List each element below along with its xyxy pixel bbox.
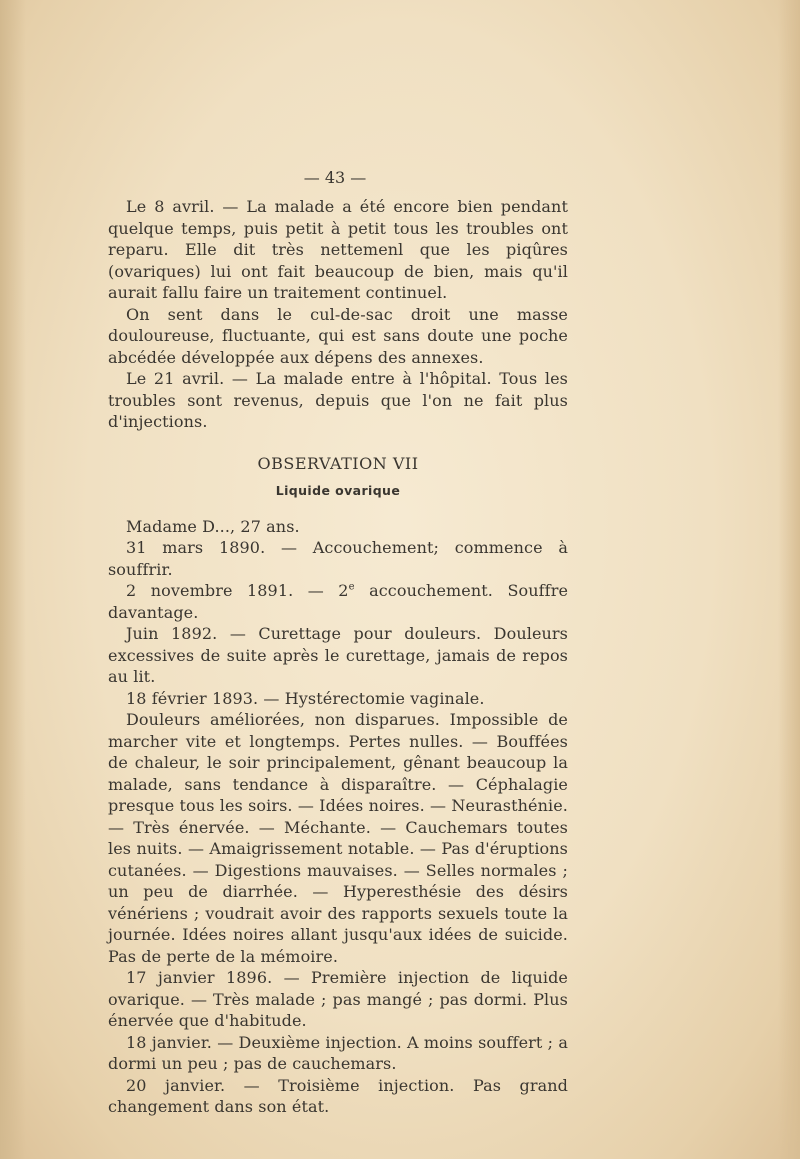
paragraph-8-avril: Le 8 avril. — La malade a été encore bien pendant quelque temps, puis petit à petit tous les troubles ont reparu. Elle dit très nettemenl que les piqûres (ovariques) lui ont fait beaucoup de bien, mais qu'il aurait fallu faire un traitement continuel. [108,197,568,302]
paragraph-31-mars: 31 mars 1890. — Accouchement; commence à souffrir. [108,538,568,579]
paragraph-cul-de-sac: On sent dans le cul-de-sac droit une masse douloureuse, fluctuante, qui est sans doute une poche abcédée développée aux dépens des annexes. [108,304,568,367]
paragraph-18-janvier: 18 janvier. — Deuxième injection. A moins souffert ; a dormi un peu ; pas de cauchemars. [108,1032,568,1073]
observation-subtitle: Liquide ovarique [275,483,401,498]
paragraph-17-janvier: 17 janvier 1896. — Première injection de liquide ovarique. — Très malade ; pas mangé ; pas dormi. Plus énervée que d'habitude. [108,968,568,1030]
paragraph-20-janvier: 20 janvier. — Troisième injection. Pas grand changement dans son état. [108,1075,568,1116]
body-text [108,168,568,1118]
paragraph-douleurs: Douleurs améliorées, non disparues. Impossible de marcher vite et longtemps. Pertes nulles. — Bouffées de chaleur, le soir principalement, gênant beaucoup la malade, sans tendance à disparaître. — Céphalagie presque tous les soirs. — Idées noires. — Neurasthénie. — Très énervée. — Méchante. — Cauchemars toutes les nuits. — Amaigrissement notable. — Pas d'éruptions cutanées. — Digestions mauvaises. — Selles normales ; un peu de diarrhée. — Hyperesthésie des désirs vénériens ; voudrait avoir des rapports sexuels toute la journée. Idées noires allant jusqu'aux idées de suicide. Pas de perte de la mémoire. [108,710,568,966]
paragraph-18-fevrier: 18 février 1893. — Hystérectomie vaginale. [126,688,485,708]
paragraph-madame: Madame D..., 27 ans. [126,516,300,536]
nov-superscript: e [348,581,355,593]
page-edge-right [778,0,800,1159]
page-number: — 43 — [303,168,367,187]
paragraph-juin-1892: Juin 1892. — Curettage pour douleurs. Douleurs excessives de suite après le curettage, jamais de repos au lit. [108,624,568,686]
paragraph-2-novembre [108,580,568,623]
nov-prefix: 2 novembre 1891. — 2 [126,581,349,600]
observation-title: OBSERVATION VII [257,453,419,473]
paragraph-21-avril: Le 21 avril. — La malade entre à l'hôpital. Tous les troubles sont revenus, depuis que l'on ne fait plus d'injections. [108,369,568,431]
nov-rest: accouchement. Souffre davantage. [108,581,569,622]
